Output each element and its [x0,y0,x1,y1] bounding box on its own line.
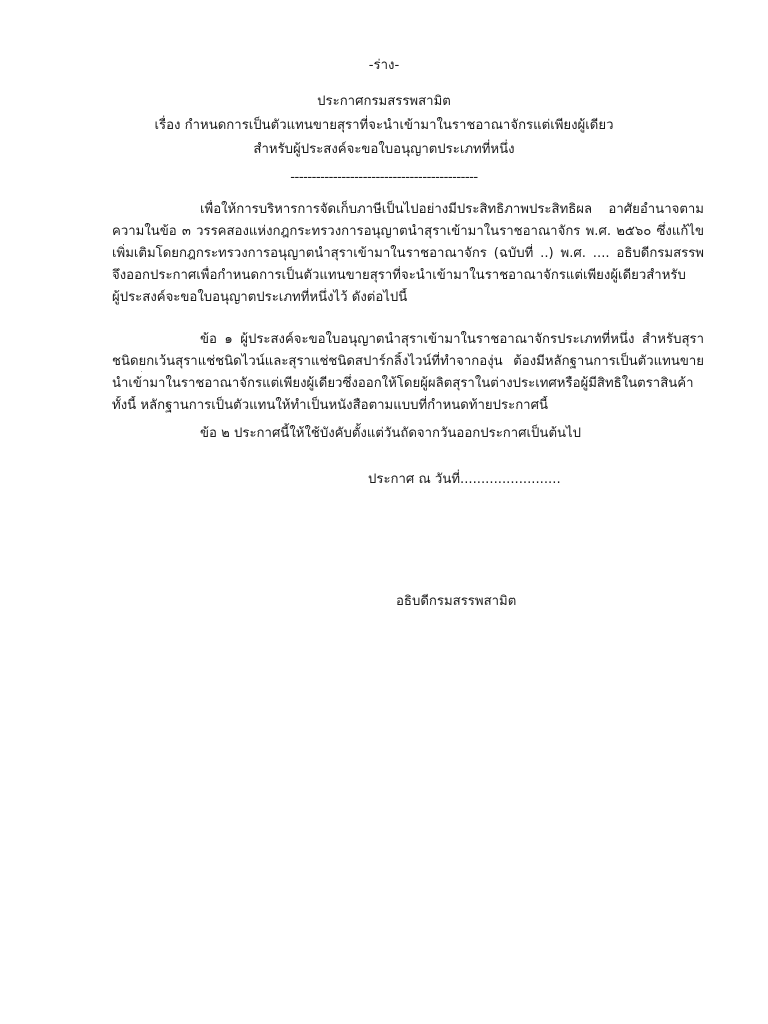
preamble-line-3: เพิ่มเติมโดยกฎกระทรวงการอนุญาตนำสุราเข้ามาในราชอาณาจักร (ฉบับที่ ..) พ.ศ. .... อธิบดีกรมสรรพ [112,246,704,261]
draft-mark: -ร่าง- [368,58,400,73]
clause-2: ข้อ ๒ ประกาศนี้ให้ใช้บังคับตั้งแต่วันถัดจากวันออกประกาศเป็นต้นไป [200,426,582,441]
preamble-line-2: ความในข้อ ๓ วรรคสองแห่งกฎกระทรวงการอนุญาตนำสุราเข้ามาในราชอาณาจักร พ.ศ. ๒๕๖๐ ซึ่งแก้ไข [112,224,704,239]
signatory-title: อธิบดีกรมสรรพสามิต [396,594,517,609]
clause-1-line-3: นำเข้ามาในราชอาณาจักรแต่เพียงผู้เดียวซึ่งออกให้โดยผู้ผลิตสุราในต่างประเทศหรือผู้มีสิทธิในตราสินค้า [112,376,694,391]
preamble-line-5: ผู้ประสงค์จะขอใบอนุญาตประเภทที่หนึ่งไว้ ดังต่อไปนี้ [112,290,408,305]
subject-line-1: เรื่อง กำหนดการเป็นตัวแทนขายสุราที่จะนำเข้ามาในราชอาณาจักรแต่เพียงผู้เดียว [154,118,614,133]
separator-line: -------------------------------------------- [290,170,478,185]
issuer-title: ประกาศกรมสรรพสามิต [317,94,451,109]
subject-line-2: สำหรับผู้ประสงค์จะขอใบอนุญาตประเภทที่หนึ่ง [253,142,515,157]
clause-1-line-4: ทั้งนี้ หลักฐานการเป็นตัวแทนให้ทำเป็นหนังสือตามแบบที่กำหนดท้ายประกาศนี้ [112,398,548,413]
preamble-line-4: จึงออกประกาศเพื่อกำหนดการเป็นตัวแทนขายสุราที่จะนำเข้ามาในราชอาณาจักรแต่เพียงผู้เดียวสำหรับ [112,268,686,283]
preamble-line-1: เพื่อให้การบริหารการจัดเก็บภาษีเป็นไปอย่างมีประสิทธิภาพประสิทธิผล อาศัยอำนาจตาม [200,202,704,217]
clause-1-line-1: ข้อ ๑ ผู้ประสงค์จะขอใบอนุญาตนำสุราเข้ามาในราชอาณาจักรประเภทที่หนึ่ง สำหรับสุรา [200,332,704,347]
clause-1-line-2: ชนิดยกเว้นสุราแช่ชนิดไวน์และสุราแช่ชนิดสปาร์กลิ้งไวน์ที่ทำจากองุ่น ต้องมีหลักฐานการเป็นตัวแทนขาย [112,354,704,369]
announcement-date: ประกาศ ณ วันที่........................ [368,472,561,487]
